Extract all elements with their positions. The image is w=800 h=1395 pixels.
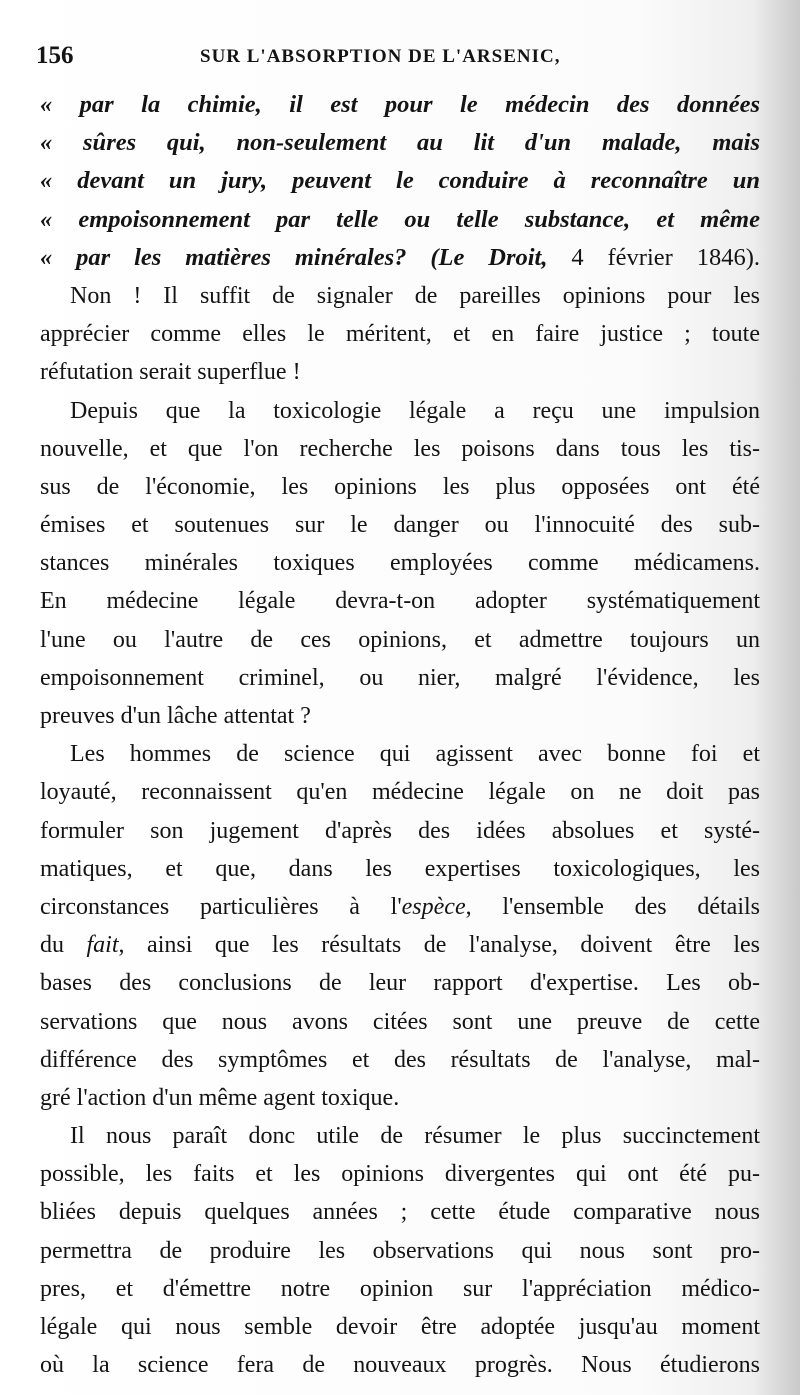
text-line: loyauté, reconnaissent qu'en médecine légale on ne doit pas — [40, 779, 760, 806]
paragraph-3 — [40, 735, 760, 1117]
text-line: En médecine légale devra-t-on adopter systématiquement — [40, 588, 760, 615]
paragraph-2 — [40, 392, 760, 736]
text-line: « empoisonnement par telle ou telle substance, et même — [40, 205, 760, 233]
text-line — [40, 239, 760, 277]
page-header — [30, 42, 770, 78]
text-line: bliées depuis quelques années ; cette étude comparative nous — [40, 1199, 760, 1226]
text-line: matiques, et que, dans les expertises toxicologiques, les — [40, 855, 760, 882]
text-line: sus de l'économie, les opinions les plus opposées ont été — [40, 473, 760, 500]
text-line: pres, et d'émettre notre opinion sur l'appréciation médico- — [40, 1275, 760, 1302]
text-line: Depuis que la toxicologie légale a reçu une impulsion — [70, 397, 760, 424]
quotation-block — [40, 86, 760, 277]
quote-citation-date: 4 février 1846). — [547, 243, 760, 271]
text-line: émises et soutenues sur le danger ou l'innocuité des sub- — [40, 512, 760, 539]
text-line: Non ! Il suffit de signaler de pareilles opinions pour les — [70, 282, 760, 309]
text-run: , l'ensemble des détails — [465, 893, 760, 920]
text-line — [40, 888, 760, 926]
text-line: empoisonnement criminel, ou nier, malgré l'évidence, les — [40, 664, 760, 691]
text-line: servations que nous avons citées sont une preuve de cette — [40, 1008, 760, 1035]
text-run: du — [40, 932, 87, 959]
text-line: preuves d'un lâche attentat ? — [40, 703, 311, 729]
paragraph-4 — [40, 1117, 760, 1384]
text-line: bases des conclusions de leur rapport d'expertise. Les ob- — [40, 970, 760, 997]
text-line: Il nous paraît donc utile de résumer le plus succinctement — [70, 1123, 760, 1150]
text-line: gré l'action d'un même agent toxique. — [40, 1084, 400, 1111]
text-line: Les hommes de science qui agissent avec bonne foi et — [70, 741, 760, 768]
italic-term: espèce — [401, 893, 466, 920]
text-line: où la science fera de nouveaux progrès. Nous étudierons — [40, 1352, 760, 1379]
text-line: l'une ou l'autre de ces opinions, et admettre toujours un — [40, 626, 760, 653]
text-run: circonstances particulières à l' — [40, 893, 402, 920]
italic-term: fait — [86, 932, 119, 959]
text-line: réfutation serait superflue ! — [40, 359, 301, 386]
text-line: « par la chimie, il est pour le médecin des données — [40, 91, 760, 118]
text-line — [40, 926, 760, 964]
page-number: 156 — [36, 42, 74, 69]
body-text — [40, 86, 760, 1384]
text-line: « sûres qui, non-seulement au lit d'un malade, mais — [40, 129, 760, 157]
text-run: , ainsi que les résultats de l'analyse, doivent être les — [118, 932, 760, 959]
quote-citation-italic: « par les matières minérales? (Le Droit, — [40, 243, 548, 271]
text-line: légale qui nous semble devoir être adoptée jusqu'au moment — [40, 1314, 760, 1340]
text-line: « devant un jury, peuvent le conduire à reconnaître un — [40, 167, 760, 195]
text-line: différence des symptômes et des résultats de l'analyse, mal- — [40, 1046, 760, 1073]
text-line: permettra de produire les observations qui nous sont pro- — [40, 1237, 760, 1264]
paragraph-1 — [40, 277, 760, 392]
text-line: stances minérales toxiques employées comme médicamens. — [40, 550, 760, 577]
text-line: nouvelle, et que l'on recherche les poisons dans tous les tis- — [40, 435, 760, 462]
running-title: SUR L'ABSORPTION DE L'ARSENIC, — [200, 46, 561, 67]
text-line: apprécier comme elles le méritent, et en faire justice ; toute — [40, 321, 760, 348]
text-line: possible, les faits et les opinions divergentes qui ont été pu- — [40, 1161, 760, 1188]
text-line: formuler son jugement d'après des idées absolues et systé- — [40, 817, 760, 844]
